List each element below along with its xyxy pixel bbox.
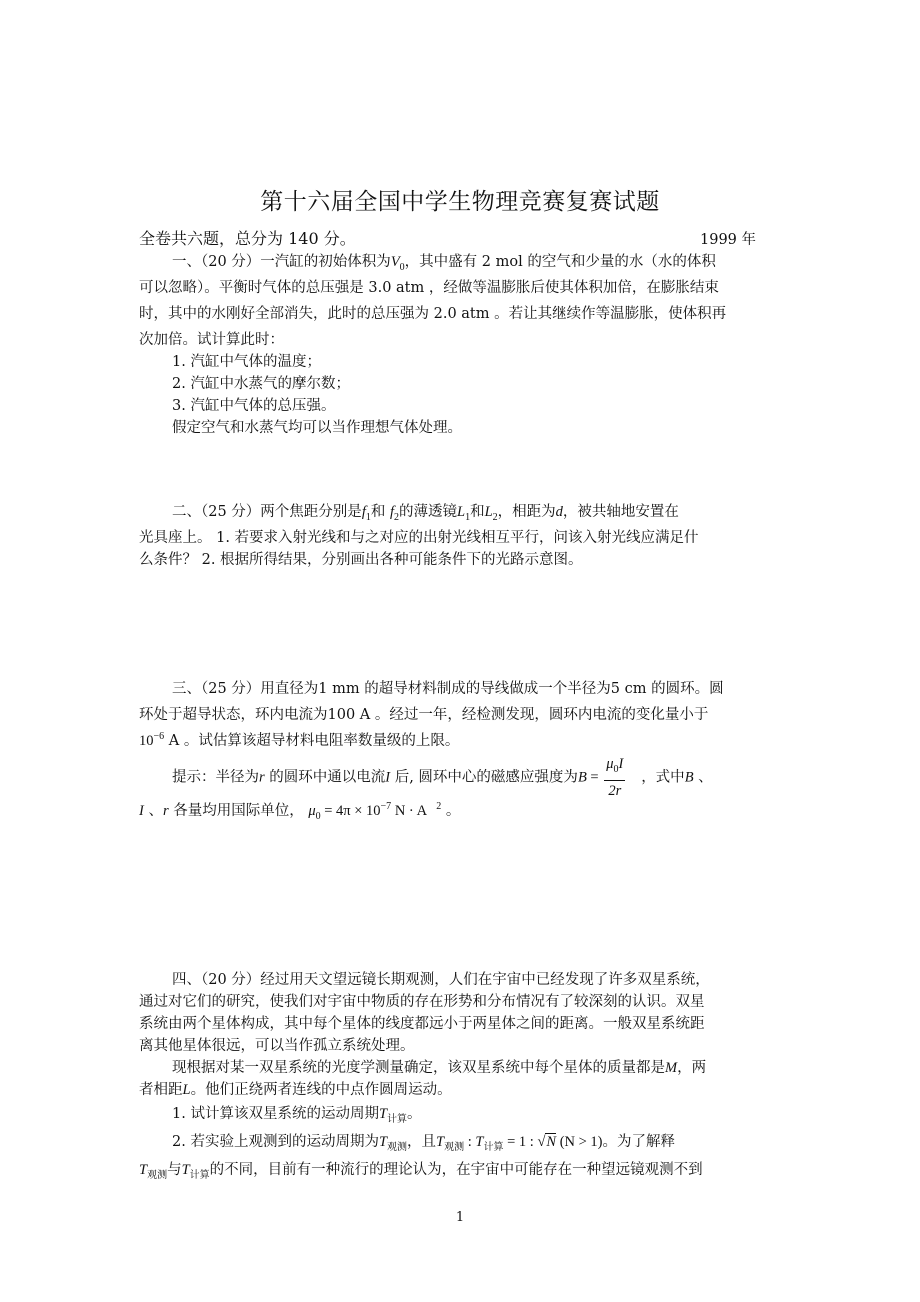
q4-item-1: 1. 试计算该双星系统的运动周期$T_{计算}$。	[172, 1106, 422, 1125]
q3-line-2: 环处于超导状态，环内电流为100 A 。经过一年，经检测发现，圆环内电流的变化量小于	[139, 707, 709, 723]
q1-line-4: 次加倍。试计算此时：	[139, 332, 284, 348]
q2-line-1: 二、（25 分）两个焦距分别是$f_1$和 $f_2$的薄透镜$L_1$和$L_2$，相距为d，被共轴地安置在	[172, 504, 679, 523]
page-number: 1	[455, 1210, 465, 1225]
q4-line-4: 离其他星体很远，可以当作孤立系统处理。	[139, 1038, 415, 1054]
q4-line-1: 四、（20 分）经过用天文望远镜长期观测，人们在宇宙中已经发现了许多双星系统，	[172, 972, 710, 988]
q3-line-5: I 、r 各量均用国际单位， $\mu_0 = 4\pi \times 10^{-7}$ N · A $^2$ 。	[139, 801, 461, 822]
q1-item: 2. 汽缸中水蒸气的摩尔数；	[172, 376, 350, 392]
q3-line-1: 三、（25 分）用直径为1 mm 的超导材料制成的导线做成一个半径为5 cm 的圆环。圆	[172, 681, 724, 697]
exam-year: 1999 年	[700, 232, 757, 248]
q4-line-5: 现根据对某一双星系统的光度学测量确定，该双星系统中每个星体的质量都是M，两	[172, 1060, 707, 1076]
q1-item: 1. 汽缸中气体的温度；	[172, 354, 321, 370]
page-title: 第十六届全国中学生物理竞赛复赛试题	[260, 189, 660, 215]
q4-line-2: 通过对它们的研究，使我们对宇宙中物质的存在形势和分布情况有了较深刻的认识。双星	[139, 994, 705, 1010]
q4-line-3: 系统由两个星体构成，其中每个星体的线度都远小于两星体之间的距离。一般双星系统距	[139, 1016, 705, 1032]
formula-fraction: $\frac{\mu_0I}{2r}$	[606, 756, 624, 799]
q4-line-6: 者相距L。他们正绕两者连线的中点作圆周运动。	[139, 1082, 452, 1098]
q3-hint: 提示：半径为r 的圆环中通以电流I 后, 圆环中心的磁感应强度为B = $\frac{\mu_0I}{2r}$ ，式中B 、	[172, 756, 713, 799]
q3-line-3: $10^{-6}$ A 。试估算该超导材料电阻率数量级的上限。	[139, 731, 460, 749]
q2-line-3: 么条件？ 2. 根据所得结果，分别画出各种可能条件下的光路示意图。	[139, 552, 583, 568]
q1-note: 假定空气和水蒸气均可以当作理想气体处理。	[172, 420, 462, 436]
exam-summary: 全卷共六题，总分为 140 分。	[139, 229, 356, 248]
q4-line-9: $T_{观测}$与$T_{计算}$的不同，目前有一种流行的理论认为，在宇宙中可能存在一种望远镜观测不到	[139, 1162, 703, 1181]
q1-line-3: 时，其中的水刚好全部消失，此时的总压强为 2.0 atm 。若让其继续作等温膨胀，使体积再	[139, 306, 727, 322]
q4-item-2: 2. 若实验上观测到的运动周期为$T_{观测}$，且$T_{观测}$ : $T_{计算} = 1$ : √N (N > 1)。为了解释	[172, 1134, 676, 1153]
q2-line-2: 光具座上。 1. 若要求入射光线和与之对应的出射光线相互平行，问该入射光线应满足什	[139, 530, 699, 546]
q1-line-2: 可以忽略）。平衡时气体的总压强是 3.0 atm ，经做等温膨胀后使其体积加倍，在膨胀结束	[139, 280, 719, 296]
q1-line-1: 一、（20 分）一汽缸的初始体积为$V_0$，其中盛有 2 mol 的空气和少量的水（水的体积	[172, 254, 716, 273]
q1-item: 3. 汽缸中气体的总压强。	[172, 398, 336, 414]
